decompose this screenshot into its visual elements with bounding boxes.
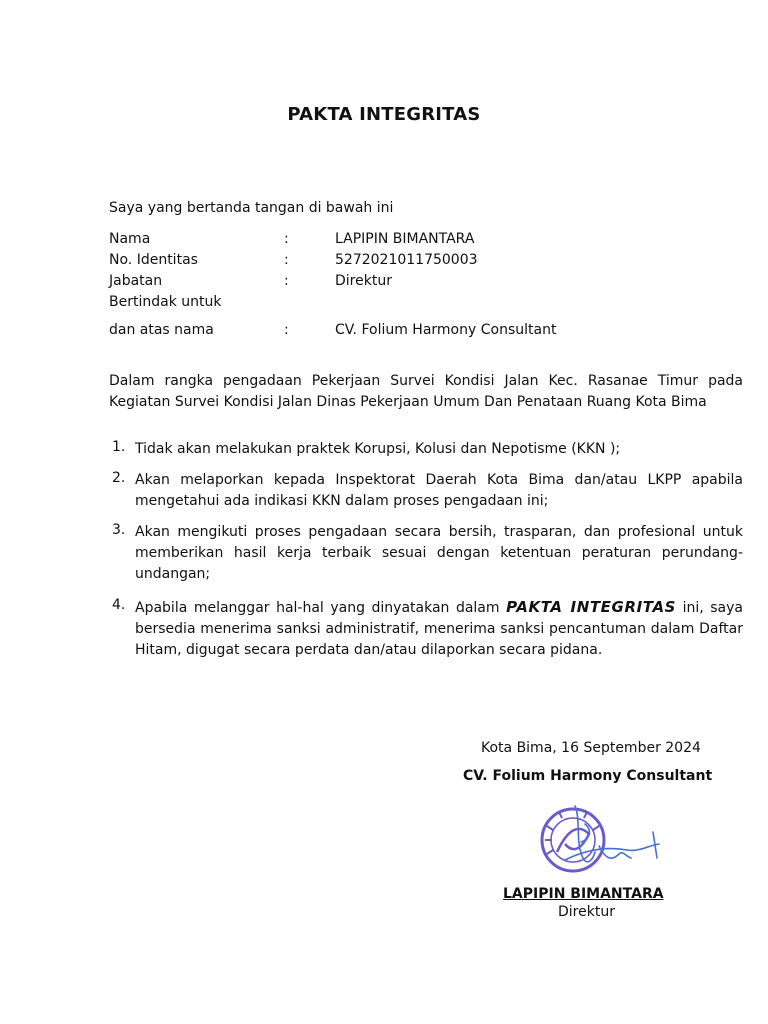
field-label: Jabatan xyxy=(109,273,163,289)
field-row-atas-nama xyxy=(109,322,669,342)
intro-text: Saya yang bertanda tangan di bawah ini xyxy=(109,200,394,216)
list-number: 2. xyxy=(112,470,126,486)
field-value: 5272021011750003 xyxy=(335,252,478,268)
field-colon: : xyxy=(284,322,289,338)
list-text: Akan melaporkan kepada Inspektorat Daerah Kota Bima dan/atau LKPP apabila mengetahui ada indikasi KKN dalam proses pengadaan ini; xyxy=(135,472,743,509)
field-row-jabatan xyxy=(109,273,669,293)
field-row-nama xyxy=(109,231,669,251)
field-label: No. Identitas xyxy=(109,252,198,268)
list-number: 3. xyxy=(112,522,126,538)
field-value: Direktur xyxy=(335,273,392,289)
company-stamp-signature-icon xyxy=(535,800,665,880)
signature-name: LAPIPIN BIMANTARA xyxy=(503,886,664,902)
list-number: 1. xyxy=(112,439,126,455)
list-text xyxy=(135,597,743,661)
field-value: LAPIPIN BIMANTARA xyxy=(335,231,475,247)
pakta-emphasis: PAKTA INTEGRITAS xyxy=(506,598,677,616)
field-row-identitas xyxy=(109,252,669,272)
signature-company: CV. Folium Harmony Consultant xyxy=(463,768,713,784)
field-value: CV. Folium Harmony Consultant xyxy=(335,322,557,338)
signature-role: Direktur xyxy=(558,904,615,920)
field-colon: : xyxy=(284,273,289,289)
field-colon: : xyxy=(284,252,289,268)
field-label: Bertindak untuk xyxy=(109,294,222,310)
list-number: 4. xyxy=(112,597,126,613)
signature-place-date: Kota Bima, 16 September 2024 xyxy=(481,740,701,756)
field-label: dan atas nama xyxy=(109,322,214,338)
list-text: Tidak akan melakukan praktek Korupsi, Kolusi dan Nepotisme (KKN ); xyxy=(135,441,621,457)
field-row-bertindak xyxy=(109,294,669,314)
field-label: Nama xyxy=(109,231,151,247)
context-paragraph: Dalam rangka pengadaan Pekerjaan Survei Kondisi Jalan Kec. Rasanae Timur pada Kegiatan Survei Kondisi Jalan Dinas Pekerjaan Umum Dan Penataan Ruang Kota Bima xyxy=(109,373,743,410)
list-text-before: Apabila melanggar hal-hal yang dinyatakan dalam xyxy=(135,600,507,616)
document-title: PAKTA INTEGRITAS xyxy=(287,104,481,125)
field-colon: : xyxy=(284,231,289,247)
list-text: Akan mengikuti proses pengadaan secara bersih, trasparan, dan profesional untuk memberikan hasil kerja terbaik sesuai dengan ketentuan peraturan perundang-undangan; xyxy=(135,524,743,582)
list-text-after: ini, saya bersedia menerima sanksi administratif, menerima sanksi pencantuman dalam Daftar Hitam, digugat secara perdata dan/atau dilaporkan secara pidana. xyxy=(135,600,743,658)
